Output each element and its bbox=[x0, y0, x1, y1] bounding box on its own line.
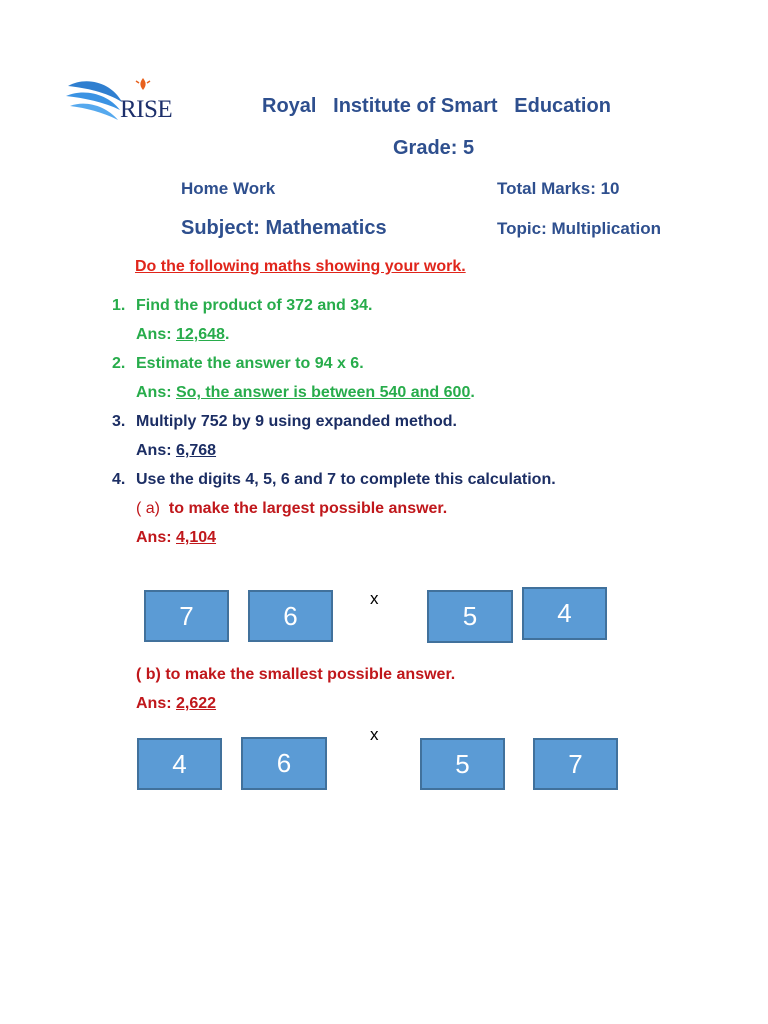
question-1-answer: Ans: 12,648. bbox=[136, 326, 230, 343]
answer-value: So, the answer is between 540 and 600 bbox=[176, 384, 471, 401]
question-4-text: Use the digits 4, 5, 6 and 7 to complete this calculation. bbox=[136, 471, 556, 488]
topic-label: Topic: Multiplication bbox=[497, 219, 661, 238]
grade-label: Grade: 5 bbox=[393, 137, 475, 159]
question-1-text: Find the product of 372 and 34. bbox=[136, 297, 373, 314]
digit-box: 4 bbox=[522, 587, 607, 640]
question-3-number: 3. bbox=[112, 413, 126, 430]
digit-box: 6 bbox=[241, 737, 327, 790]
part-a-label: ( a) bbox=[136, 500, 160, 517]
total-marks-label: Total Marks: 10 bbox=[497, 179, 620, 198]
instruction: Do the following maths showing your work. bbox=[135, 258, 466, 275]
subject-label: Subject: Mathematics bbox=[181, 217, 387, 239]
multiply-sign: x bbox=[370, 589, 379, 608]
multiply-sign: x bbox=[370, 725, 379, 744]
wing-icon bbox=[66, 76, 126, 128]
question-3-text: Multiply 752 by 9 using expanded method. bbox=[136, 413, 457, 430]
question-4-number: 4. bbox=[112, 471, 126, 488]
answer-value: 4,104 bbox=[176, 529, 217, 546]
question-2-number: 2. bbox=[112, 355, 126, 372]
question-1-number: 1. bbox=[112, 297, 126, 314]
question-2-answer: Ans: So, the answer is between 540 and 600. bbox=[136, 384, 475, 401]
digit-box: 6 bbox=[248, 590, 333, 642]
question-3-answer: Ans: 6,768 bbox=[136, 442, 217, 459]
flame-icon bbox=[134, 76, 152, 92]
part-b-text: to make the smallest possible answer. bbox=[165, 666, 456, 683]
part-a-answer: Ans: 4,104 bbox=[136, 529, 217, 546]
answer-value: 12,648 bbox=[176, 326, 225, 343]
part-a-text: to make the largest possible answer. bbox=[168, 500, 448, 517]
digit-box: 5 bbox=[420, 738, 505, 790]
digit-box: 7 bbox=[533, 738, 618, 790]
rise-logo bbox=[66, 76, 186, 128]
homework-label: Home Work bbox=[181, 179, 276, 198]
part-b-label: ( b) bbox=[136, 666, 161, 683]
question-2-text: Estimate the answer to 94 x 6. bbox=[136, 355, 364, 372]
school-name: Royal Institute of Smart Education bbox=[262, 95, 611, 117]
part-b-answer: Ans: 2,622 bbox=[136, 695, 217, 712]
part-a-prompt bbox=[136, 500, 447, 518]
answer-value: 6,768 bbox=[176, 442, 217, 459]
digit-box: 4 bbox=[137, 738, 222, 790]
answer-value: 2,622 bbox=[176, 695, 217, 712]
digit-box: 5 bbox=[427, 590, 513, 643]
part-b-prompt bbox=[136, 666, 455, 684]
digit-box: 7 bbox=[144, 590, 229, 642]
logo-text: RISE bbox=[120, 96, 173, 123]
